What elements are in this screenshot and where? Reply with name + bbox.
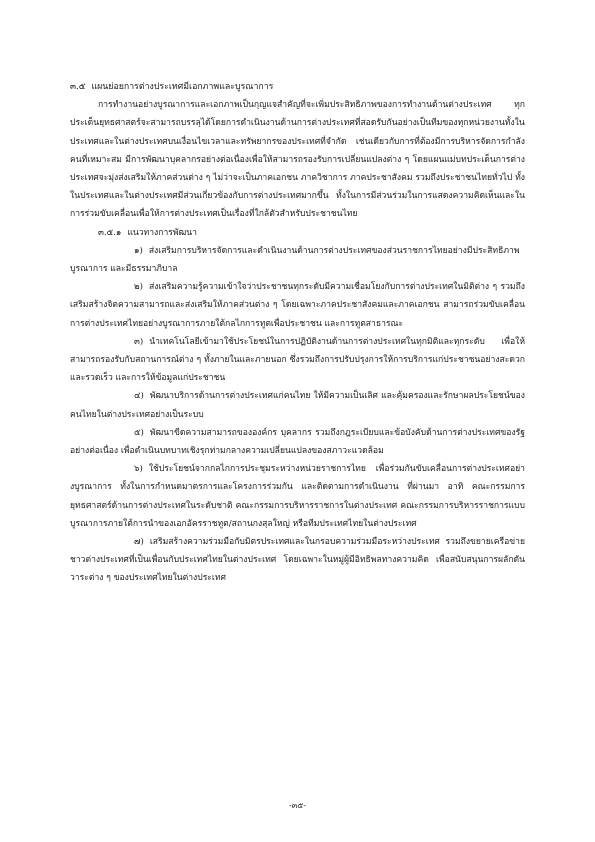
subsection-number: ๓.๕.๑ bbox=[98, 227, 122, 238]
page-number: -๓๕- bbox=[289, 801, 306, 810]
list-item bbox=[70, 333, 525, 388]
item-number: ๓) bbox=[134, 336, 144, 347]
list-item bbox=[70, 387, 525, 423]
item-text: เสริมสร้างความร่วมมือกับมิตรประเทศและในกรอบความร่วมมือระหว่างประเทศ รวมถึงขยายเครือข่ายชาวต่างประเทศที่เป็นเพื่อนกับประเทศไทยในต่างประเทศ โดยเฉพาะในหมู่ผู้มีอิทธิพลทางความคิด เพื่อสนับสนุนการผลักดันวาระต่าง ๆ ของประเทศไทยในต่างประเทศ bbox=[70, 537, 525, 584]
item-number: ๑) bbox=[134, 245, 143, 256]
section-title: แผนย่อยการต่างประเทศมีเอกภาพและบูรณาการ bbox=[91, 82, 274, 92]
list-item bbox=[70, 460, 525, 533]
item-text: พัฒนาบริการด้านการต่างประเทศแก่คนไทย ให้มีความเป็นเลิศ และคุ้มครองและรักษาผลประโยชน์ของคนไทยในต่างประเทศอย่างเป็นระบบ bbox=[70, 391, 525, 420]
item-number: ๕) bbox=[134, 427, 144, 438]
item-number: ๖) bbox=[134, 464, 143, 475]
list-item bbox=[70, 533, 525, 588]
subsection-heading bbox=[70, 224, 525, 242]
item-text: นำเทคโนโลยีเข้ามาใช้ประโยชน์ในการปฏิบัติงานด้านการต่างประเทศในทุกมิติและทุกระดับ เพื่อให้สามารถรองรับกับสถานการณ์ต่าง ๆ ทั้งภายในและภายนอก ซึ่งรวมถึงการปรับปรุงการให้การบริการแก่ประชาชนอย่างสะดวกและรวดเร็ว และการให้ข้อมูลแก่ประชาชน bbox=[70, 336, 525, 384]
list-item bbox=[70, 278, 525, 333]
item-text: ส่งเสริมการบริหารจัดการและดำเนินงานด้านการต่างประเทศของส่วนราชการไทยอย่างมีประสิทธิภาพ บูรณาการ และมีธรรมาภิบาล bbox=[70, 245, 520, 275]
item-text: ส่งเสริมความรู้ความเข้าใจว่าประชาชนทุกระดับมีความเชื่อมโยงกับการต่างประเทศในมิติต่าง ๆ รวมถึงเสริมสร้างจิตความสามารถและส่งเสริมให้ภาคส่วนต่าง ๆ โดยเฉพาะภาคประชาสังคมและภาคเอกชน สามารถร่วมขับเคลื่อนการต่างประเทศไทยอย่างบูรณาการภายใต้กลไกการทูตเพื่อประชาชน และการทูตสาธารณะ bbox=[70, 282, 525, 329]
item-text: ใช้ประโยชน์จากกลไกการประชุมระหว่างหน่วยราชการไทย เพื่อร่วมกันขับเคลื่อนการต่างประเทศอย่างบูรณาการ ทั้งในการกำหนดมาตรการและโครงการร่วมกัน และติดตามการดำเนินงาน ที่ผ่านมา อาทิ คณะกรรมการยุทธศาสตร์ด้านการต่างประเทศในระดับชาติ คณะกรรมการบริหารราชการในต่างประเทศ คณะกรรมการบริหารราชการแบบบูรณาการภายใต้การนำของเอกอัครราชทูต/สถานกงสุลใหญ่ หรือทีมประเทศไทยในต่างประเทศ bbox=[70, 464, 525, 529]
list-item bbox=[70, 424, 525, 460]
intro-paragraph: การทำงานอย่างบูรณาการและเอกภาพเป็นกุญแจสำคัญที่จะเพิ่มประสิทธิภาพของการทำงานด้านต่างประเทศ ทุกประเด็นยุทธศาสตร์จะสามารถบรรลุได้โดยการดำเนินงานด้านการต่างประเทศที่สอดรับกันอย่างเป็นทีมของทุกหน่วยงานทั้งในประเทศและในต่างประเทศบนเงื่อนไขเวลาและทรัพยากรของประเทศที่จำกัด เช่นเดียวกับการที่ต้องมีการบริหารจัดการกำลังคนที่เหมาะสม มีการพัฒนาบุคลากรอย่างต่อเนื่องเพื่อให้สามารถรองรับการเปลี่ยนแปลงต่าง ๆ โดยแผนแม่บทประเด็นการต่างประเทศจะมุ่งส่งเสริมให้ภาคส่วนต่าง ๆ ไม่ว่าจะเป็นภาคเอกชน ภาควิชาการ ภาคประชาสังคม รวมถึงประชาชนไทยทั่วไป ทั้งในประเทศและในต่างประเทศมีส่วนเกี่ยวข้องกับการต่างประเทศมากขึ้น ทั้งในการมีส่วนร่วมในการแสดงความคิดเห็นและในการร่วมขับเคลื่อนเพื่อให้การต่างประเทศเป็นเรื่องที่ใกล้ตัวสำหรับประชาชนไทย bbox=[70, 100, 525, 220]
list-item bbox=[70, 242, 525, 278]
subsection-title: แนวทางการพัฒนา bbox=[127, 227, 198, 238]
item-number: ๔) bbox=[134, 391, 144, 402]
section-heading bbox=[70, 78, 525, 96]
item-number: ๒) bbox=[134, 282, 144, 293]
item-text: พัฒนาขีดความสามารถขององค์กร บุคลากร รวมถึงกฎระเบียบและข้อบังคับด้านการต่างประเทศของรัฐอย่างต่อเนื่อง เพื่อดำเนินบทบาทเชิงรุกท่ามกลางความเปลี่ยนแปลงของสภาวะแวดล้อม bbox=[70, 427, 525, 457]
item-number: ๗) bbox=[134, 537, 144, 548]
page-content bbox=[70, 78, 525, 588]
section-number: ๓.๕ bbox=[70, 82, 86, 92]
